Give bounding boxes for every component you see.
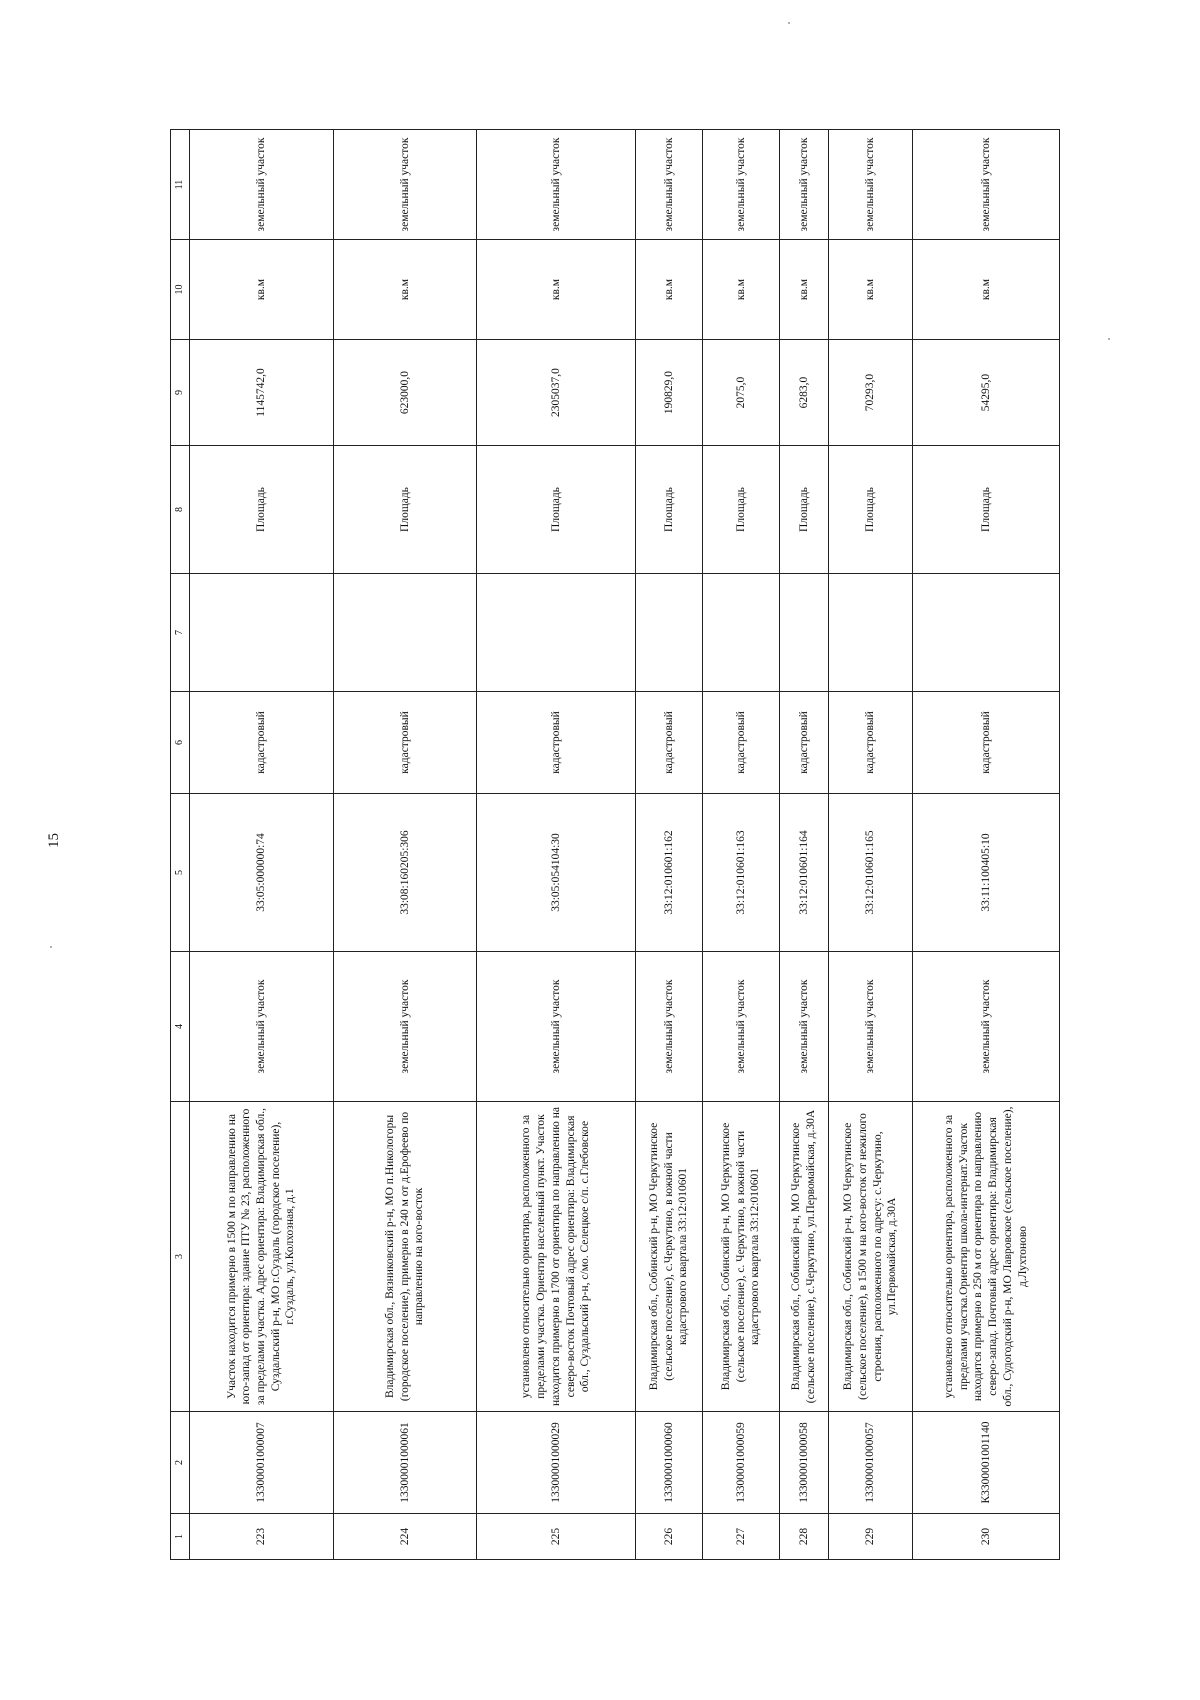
- row-number: 229: [829, 1514, 913, 1560]
- object-type: земельный участок: [913, 952, 1060, 1102]
- column-number: 8: [171, 446, 190, 574]
- area-value: 70293,0: [829, 340, 913, 446]
- object-type: земельный участок: [779, 952, 828, 1102]
- column-number: 4: [171, 952, 190, 1102]
- cadastral-number: 33:11:100405:10: [913, 794, 1060, 952]
- measure-name: Площадь: [636, 446, 703, 574]
- column-number: 1: [171, 1514, 190, 1560]
- object-type: земельный участок: [190, 952, 334, 1102]
- address-cell: Участок находится примерно в 1500 м по направлению на юго-запад от ориентира: здание ПТУ № 23, расположенного за пределами участка. Адрес ориентира: Владимирская обл., Суздальский р-н, МО г.Суздаль (городское поселение), г.Суздаль, ул.Колхозная, д.1: [190, 1102, 334, 1412]
- land-plot-table: [170, 129, 1060, 1560]
- row-number: 225: [477, 1514, 636, 1560]
- object-name: земельный участок: [636, 130, 703, 240]
- unit: кв.м: [779, 240, 828, 340]
- address-cell: установлено относительно ориентира, расположенного за пределами участка. Ориентир населенный пункт. Участок находится примерно в 1700 от ориентира по направлению на северо-восток Почтовый адрес ориентира: Владимирская обл., Суздальский р-н, с/мо. Селецкое с/п. с.Глебовское: [477, 1102, 636, 1412]
- area-value: 54295,0: [913, 340, 1060, 446]
- address-cell: Владимирская обл., Вязниковский р-н, МО п.Никологоры (городское поселение), примерно в 240 м от д.Ерофеево по направлению на юго-восток: [333, 1102, 477, 1412]
- empty-cell: [190, 574, 334, 692]
- unit: кв.м: [477, 240, 636, 340]
- registry-code: 13300001000058: [779, 1412, 828, 1514]
- table-row: [333, 130, 477, 1560]
- rotated-table-wrapper: [170, 130, 1060, 1560]
- measure-name: Площадь: [190, 446, 334, 574]
- area-value: 190829,0: [636, 340, 703, 446]
- column-number: 7: [171, 574, 190, 692]
- column-number: 9: [171, 340, 190, 446]
- unit: кв.м: [702, 240, 779, 340]
- unit: кв.м: [829, 240, 913, 340]
- object-type: земельный участок: [636, 952, 703, 1102]
- address-cell: Владимирская обл., Собинский р-н, МО Черкутинское (сельское поселение), в 1500 м на юго-восток от нежилого строения, расположенного по адресу: с.Черкутино, ул.Первомайская, д.30А: [829, 1102, 913, 1412]
- table-row: [636, 130, 703, 1560]
- column-number-row: [171, 130, 190, 1560]
- object-name: земельный участок: [913, 130, 1060, 240]
- measure-name: Площадь: [477, 446, 636, 574]
- table-row: [702, 130, 779, 1560]
- scan-speck: [50, 946, 52, 948]
- empty-cell: [779, 574, 828, 692]
- unit: кв.м: [333, 240, 477, 340]
- unit: кв.м: [913, 240, 1060, 340]
- number-kind: кадастровый: [779, 692, 828, 794]
- object-type: земельный участок: [477, 952, 636, 1102]
- object-name: земельный участок: [829, 130, 913, 240]
- cadastral-number: 33:12:010601:162: [636, 794, 703, 952]
- object-name: земельный участок: [779, 130, 828, 240]
- empty-cell: [829, 574, 913, 692]
- area-value: 2305037,0: [477, 340, 636, 446]
- registry-code: 13300001000059: [702, 1412, 779, 1514]
- page-number: 15: [46, 833, 62, 848]
- cadastral-number: 33:08:160205:306: [333, 794, 477, 952]
- cadastral-number: 33:12:010601:163: [702, 794, 779, 952]
- scan-speck: [788, 22, 790, 24]
- registry-code: 13300001000061: [333, 1412, 477, 1514]
- address-cell: Владимирская обл., Собинский р-н, МО Черкутинское (сельское поселение), с.Черкутино, ул.Первомайская, д.30А: [779, 1102, 828, 1412]
- object-type: земельный участок: [702, 952, 779, 1102]
- column-number: 5: [171, 794, 190, 952]
- empty-cell: [477, 574, 636, 692]
- object-name: земельный участок: [702, 130, 779, 240]
- cadastral-number: 33:05:054104:30: [477, 794, 636, 952]
- object-type: земельный участок: [333, 952, 477, 1102]
- row-number: 226: [636, 1514, 703, 1560]
- cadastral-number: 33:12:010601:164: [779, 794, 828, 952]
- number-kind: кадастровый: [190, 692, 334, 794]
- empty-cell: [913, 574, 1060, 692]
- object-name: земельный участок: [190, 130, 334, 240]
- number-kind: кадастровый: [477, 692, 636, 794]
- column-number: 10: [171, 240, 190, 340]
- registry-code: 13300001000007: [190, 1412, 334, 1514]
- table-row: [829, 130, 913, 1560]
- unit: кв.м: [190, 240, 334, 340]
- number-kind: кадастровый: [333, 692, 477, 794]
- number-kind: кадастровый: [636, 692, 703, 794]
- row-number: 227: [702, 1514, 779, 1560]
- registry-code: 13300001000060: [636, 1412, 703, 1514]
- empty-cell: [333, 574, 477, 692]
- address-cell: установлено относительно ориентира, расположенного за пределами участка.Ориентир школа-интернат.Участок находится примерно в 250 м от ориентира по направлению северо-запад. Почтовый адрес ориентира: Владимирская обл., Судогодский р-н, МО Лавровское (сельское поселение), д.Лухтоново: [913, 1102, 1060, 1412]
- column-number: 3: [171, 1102, 190, 1412]
- table-row: [190, 130, 334, 1560]
- address-cell: Владимирская обл., Собинский р-н, МО Черкутинское (сельское поселение), с.Черкутино, в южной части кадастрового квартала 33:12:010601: [636, 1102, 703, 1412]
- area-value: 623000,0: [333, 340, 477, 446]
- scan-speck: [1108, 338, 1110, 340]
- cadastral-number: 33:05:000000:74: [190, 794, 334, 952]
- area-value: 6283,0: [779, 340, 828, 446]
- registry-code: 13300001000057: [829, 1412, 913, 1514]
- row-number: 230: [913, 1514, 1060, 1560]
- area-value: 2075,0: [702, 340, 779, 446]
- area-value: 1145742,0: [190, 340, 334, 446]
- registry-code: К3300001001140: [913, 1412, 1060, 1514]
- column-number: 6: [171, 692, 190, 794]
- measure-name: Площадь: [702, 446, 779, 574]
- table-row: [913, 130, 1060, 1560]
- object-name: земельный участок: [333, 130, 477, 240]
- measure-name: Площадь: [829, 446, 913, 574]
- object-type: земельный участок: [829, 952, 913, 1102]
- row-number: 228: [779, 1514, 828, 1560]
- number-kind: кадастровый: [702, 692, 779, 794]
- column-number: 11: [171, 130, 190, 240]
- registry-code: 13300001000029: [477, 1412, 636, 1514]
- measure-name: Площадь: [333, 446, 477, 574]
- column-number: 2: [171, 1412, 190, 1514]
- address-cell: Владимирская обл., Собинский р-н, МО Черкутинское (сельское поселение), с. Черкутино, в южной части кадастрового квартала 33:12:010601: [702, 1102, 779, 1412]
- table-row: [779, 130, 828, 1560]
- number-kind: кадастровый: [913, 692, 1060, 794]
- cadastral-number: 33:12:010601:165: [829, 794, 913, 952]
- unit: кв.м: [636, 240, 703, 340]
- table-row: [477, 130, 636, 1560]
- row-number: 224: [333, 1514, 477, 1560]
- object-name: земельный участок: [477, 130, 636, 240]
- number-kind: кадастровый: [829, 692, 913, 794]
- empty-cell: [636, 574, 703, 692]
- row-number: 223: [190, 1514, 334, 1560]
- empty-cell: [702, 574, 779, 692]
- measure-name: Площадь: [913, 446, 1060, 574]
- measure-name: Площадь: [779, 446, 828, 574]
